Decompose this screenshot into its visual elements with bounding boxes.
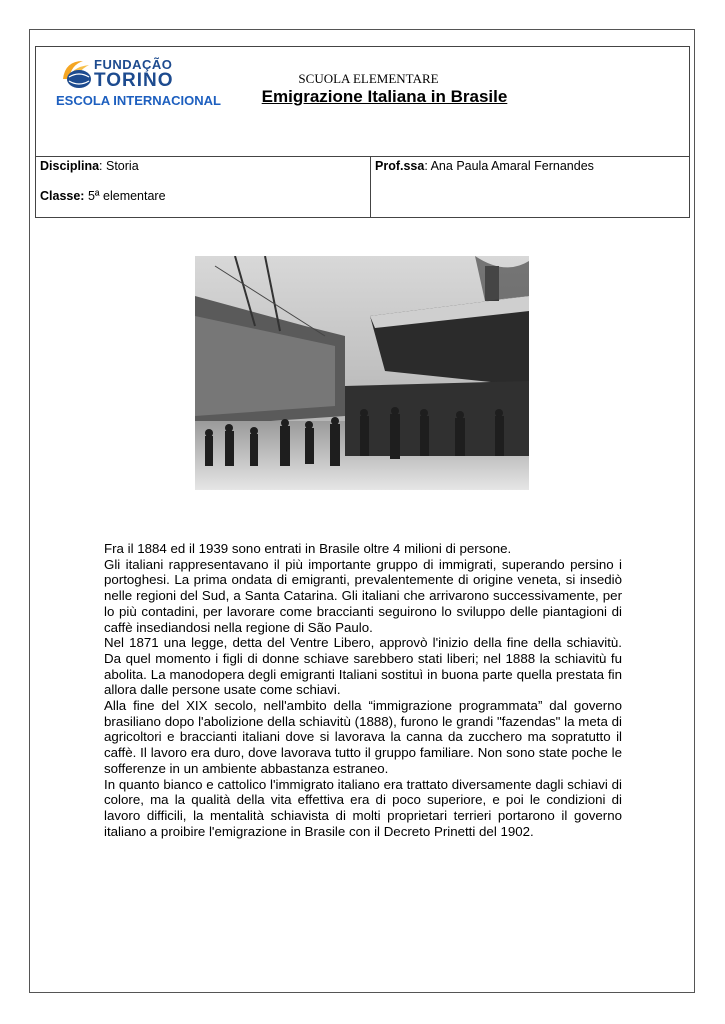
discipline-field xyxy=(40,159,139,173)
article-body xyxy=(104,541,622,839)
document-title: Emigrazione Italiana in Brasile xyxy=(261,87,508,106)
logo-line-fundacao: FUNDAÇÃO xyxy=(94,57,173,72)
header-top-cell xyxy=(36,47,689,157)
class-label: Classe: xyxy=(40,189,85,203)
teacher-field xyxy=(375,159,594,173)
discipline-value: : Storia xyxy=(99,159,139,173)
paragraph-5: In quanto bianco e cattolico l'immigrato italiano era trattato diversamente dagli schiavi di colore, ma la qualità della vita effettiva era di poco superiore, e poi le condizioni di lavoro difficili, la mentalità schiavista di molti proprietari terrieri portarono il governo italiano a proibire l'emigrazione in Brasile con il Decreto Prinetti del 1902. xyxy=(104,776,622,839)
historical-photo-ship-immigrants xyxy=(195,256,529,490)
column-divider xyxy=(370,157,371,217)
class-value: 5ª elementare xyxy=(84,189,166,203)
class-field xyxy=(40,189,166,203)
school-name: SCUOLA ELEMENTARE xyxy=(298,71,439,86)
teacher-label: Prof.ssa xyxy=(375,159,425,173)
teacher-value: : Ana Paula Amaral Fernandes xyxy=(424,159,594,173)
paragraph-4: Alla fine del XIX secolo, nell'ambito della “immigrazione programmata” dal governo brasiliano dopo l'abolizione della schiavitù (1888), furono le grandi "fazendas" la meta di agricoltori e braccianti italiani dove si lavorava la canna da zucchero ma sopratutto il caffè. Il lavoro era duro, dove lavorava tutto il gruppo familiare. Non sono state poche le sofferenze in un ambiente abbastanza estraneo. xyxy=(104,698,622,776)
logo-line-escola: ESCOLA INTERNACIONAL xyxy=(56,93,221,108)
paragraph-1: Fra il 1884 ed il 1939 sono entrati in Brasile oltre 4 milioni di persone. xyxy=(104,541,512,556)
paragraph-2: Gli italiani rappresentavano il più importante gruppo di immigrati, superando persino i portoghesi. La prima ondata di emigranti, prevalentemente di origine veneta, si insediò nelle regioni del Sud, a Santa Catarina. Gli italiani che arrivarono successivamente, per lo più contadini, per lavorare come braccianti seguirono lo sviluppo delle piantagioni di caffè insediandosi nella regione di São Paulo. xyxy=(104,556,622,635)
paragraph-3: Nel 1871 una legge, detta del Ventre Libero, approvò l'inizio della fine della schiavitù. Da quel momento i figli di donne schiave sarebbero stati liberi; nel 1888 la schiavitù fu abolita. La manodopera degli emigranti Italiani sostituì in buona parte quella prestata fin allora dalle persone usate come schiavi. xyxy=(104,635,622,698)
header-table xyxy=(35,46,690,218)
discipline-label: Disciplina xyxy=(40,159,100,173)
logo-line-torino: TORINO xyxy=(94,70,174,91)
